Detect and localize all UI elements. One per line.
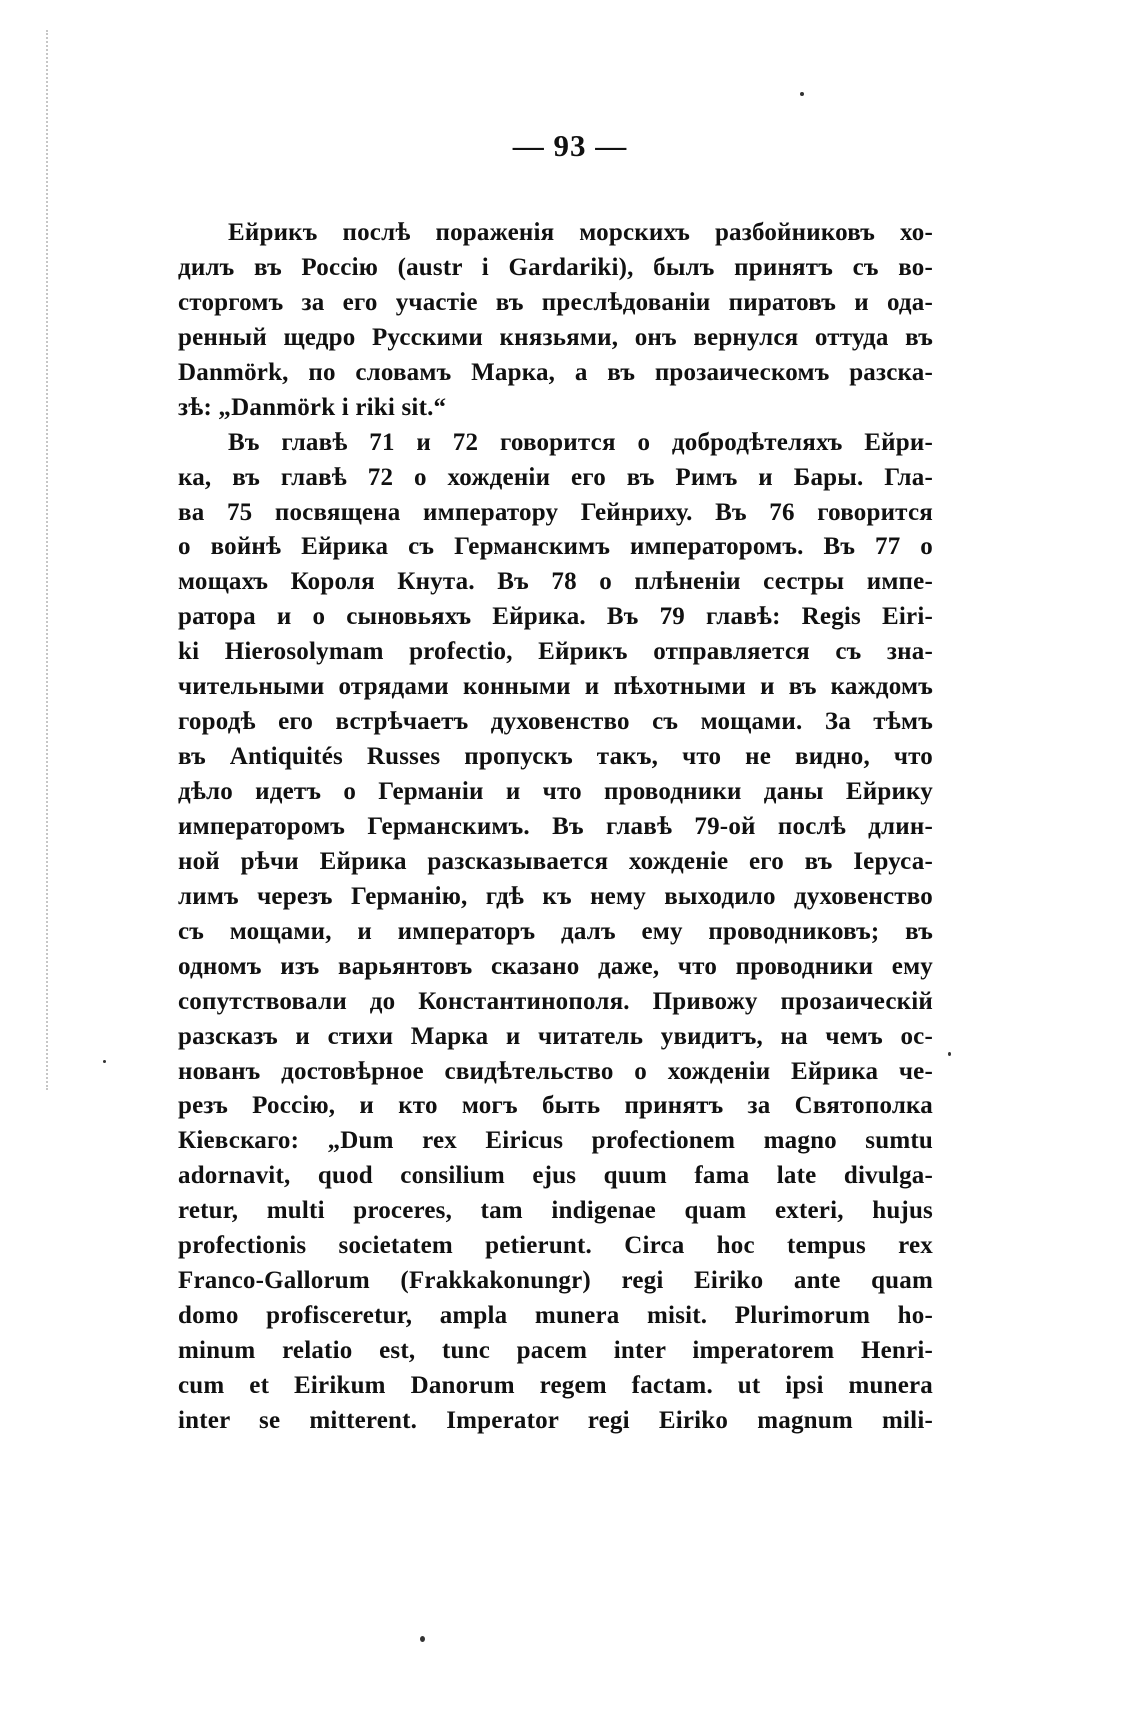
- text-line: domo profisceretur, ampla munera misit. Plurimorum ho-: [178, 1302, 933, 1330]
- text-line: разсказъ и стихи Марка и читатель увидитъ, на чемъ ос-: [178, 1022, 933, 1050]
- body-text: [178, 216, 933, 1439]
- text-line: Ейрикъ послѣ пораженія морскихъ разбойниковъ хо-: [228, 219, 933, 246]
- text-line: резъ Россію, и кто могъ быть принятъ за Святополка: [178, 1092, 933, 1120]
- page-number: — 93 —: [512, 128, 628, 163]
- text-line: ренный щедро Русскими князьями, онъ вернулся оттуда въ: [178, 323, 933, 351]
- scan-speck: [800, 92, 804, 96]
- text-line: нованъ достовѣрное свидѣтельство о хожденіи Ейрика че-: [178, 1057, 933, 1085]
- text-line: въ Antiquités Russes пропускъ такъ, что не видно, что: [178, 743, 933, 771]
- text-line: дѣло идетъ о Германіи и что проводники даны Ейрику: [178, 778, 933, 805]
- text-line: Danmörk, по словамъ Марка, а въ прозаическомъ разска-: [178, 358, 933, 386]
- text-line: ратора и о сыновьяхъ Ейрика. Въ 79 главѣ: Regis Eiri-: [178, 603, 933, 631]
- text-line: сопутствовали до Константинополя. Привожу прозаическій: [178, 987, 933, 1015]
- text-line: minum relatio est, tunc pacem inter imperatorem Henri-: [178, 1337, 933, 1364]
- text-line: чительными отрядами конными и пѣхотными и въ каждомъ: [178, 673, 933, 701]
- text-line: Franco-Gallorum (Frakkakonungr) regi Eiriko ante quam: [178, 1267, 933, 1295]
- scan-speck: [420, 1636, 425, 1642]
- text-line: ва 75 посвящена императору Гейнриху. Въ 76 говорится: [178, 498, 933, 526]
- text-line: retur, multi proceres, tam indigenae quam exteri, hujus: [178, 1197, 933, 1225]
- text-line: городѣ его встрѣчаетъ духовенство съ мощами. За тѣмъ: [178, 708, 933, 736]
- text-line: Кіевскаго: „Dum rex Eiricus profectionem magno sumtu: [178, 1127, 933, 1155]
- text-line: ной рѣчи Ейрика разсказывается хожденіе его въ Іеруса-: [178, 847, 933, 875]
- scan-speck: [103, 1060, 106, 1063]
- text-line: императоромъ Германскимъ. Въ главѣ 79-ой послѣ длин-: [178, 812, 933, 840]
- text-line: сторгомъ за его участіе въ преслѣдованіи пиратовъ и ода-: [178, 288, 933, 316]
- text-line: inter se mitterent. Imperator regi Eiriko magnum mili-: [178, 1406, 933, 1434]
- text-line: cum et Eirikum Danorum regem factam. ut ipsi munera: [178, 1371, 933, 1399]
- text-line: дилъ въ Россію (austr i Gardariki), былъ принятъ съ во-: [178, 253, 933, 281]
- scan-edge-marks: [46, 30, 58, 1090]
- text-line: одномъ изъ варьянтовъ сказано даже, что проводники ему: [178, 952, 933, 980]
- text-line: profectionis societatem petierunt. Circa hoc tempus rex: [178, 1232, 933, 1260]
- text-line: ка, въ главѣ 72 о хожденіи его въ Римъ и Бары. Гла-: [178, 463, 933, 491]
- text-line: о войнѣ Ейрика съ Германскимъ императоромъ. Въ 77 о: [178, 533, 933, 561]
- text-line: лимъ черезъ Германію, гдѣ къ нему выходило духовенство: [178, 882, 933, 910]
- scan-speck: [948, 1052, 951, 1056]
- text-line: Въ главѣ 71 и 72 говорится о добродѣтеляхъ Ейри-: [228, 428, 933, 456]
- text-line: зѣ: „Danmörk i riki sit.“: [178, 393, 447, 421]
- text-line: съ мощами, и императоръ далъ ему проводниковъ; въ: [178, 917, 933, 945]
- text-line: ki Hierosolymam profectio, Ейрикъ отправляется съ зна-: [178, 638, 933, 666]
- text-line: adornavit, quod consilium ejus quum fama late divulga-: [178, 1162, 933, 1190]
- text-line: мощахъ Короля Кнута. Въ 78 о плѣненіи сестры импе-: [178, 568, 933, 596]
